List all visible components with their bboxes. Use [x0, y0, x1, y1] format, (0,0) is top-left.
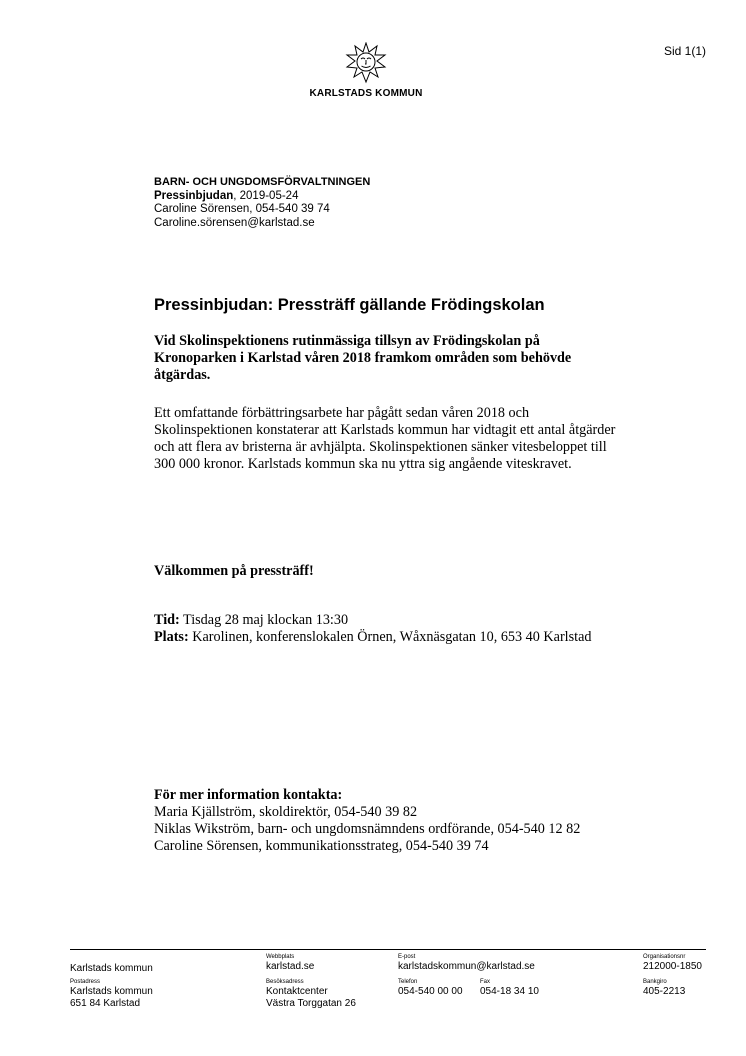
sender-block — [154, 176, 370, 230]
page-number: Sid 1(1) — [663, 44, 706, 58]
footer-phone — [398, 979, 463, 998]
logo-text: KARLSTADS KOMMUN — [309, 88, 423, 99]
sun-logo-icon — [345, 42, 387, 84]
contact-section — [154, 787, 674, 855]
footer-phone-label: Telefon — [398, 979, 418, 985]
doc-type: Pressinbjudan — [154, 189, 234, 202]
footer-bankgiro — [643, 979, 685, 998]
footer-email — [398, 954, 535, 973]
time-value: Tisdag 28 maj klockan 13:30 — [179, 612, 349, 628]
footer-fax-value: 054-18 34 10 — [480, 986, 539, 997]
footer-web-value: karlstad.se — [266, 961, 315, 972]
body-paragraph: Ett omfattande förbättringsarbete har pågått sedan våren 2018 och Skolinspektionen konstaterar att Karlstads kommun har vidtagit ett antal åtgärder och att flera av bristerna är avhjälpta. Skolinspektionen sänker vitesbeloppet till 300 000 kronor. Karlstads kommun ska nu yttra sig angående viteskravet. — [154, 405, 616, 472]
doc-date: , 2019-05-24 — [233, 189, 299, 202]
sender-email: Caroline.sörensen@karlstad.se — [154, 216, 315, 229]
headline: Pressinbjudan: Pressträff gällande Frödingskolan — [154, 296, 545, 314]
footer-fax-label: Fax — [480, 979, 491, 985]
footer-visit-line1: Kontaktcenter — [266, 986, 328, 997]
place-value: Karolinen, konferenslokalen Örnen, Wåxnäsgatan 10, 653 40 Karlstad — [188, 629, 592, 645]
contact-heading: För mer information kontakta: — [154, 787, 343, 803]
contact-person: Caroline Sörensen, kommunikationsstrateg, 054-540 39 74 — [154, 838, 489, 854]
sender-contact: Caroline Sörensen, 054-540 39 74 — [154, 203, 330, 215]
footer-bankgiro-value: 405-2213 — [643, 986, 686, 997]
footer-orgnr — [643, 954, 702, 973]
footer-email-value: karlstadskommun@karlstad.se — [398, 961, 535, 972]
municipality-logo — [300, 42, 432, 99]
footer-bankgiro-label: Bankgiro — [643, 979, 667, 985]
footer-orgnr-value: 212000-1850 — [643, 961, 702, 972]
event-details — [154, 612, 624, 646]
footer-post-label: Postadress — [70, 979, 101, 985]
place-label: Plats: — [154, 629, 189, 645]
footer-web — [266, 954, 314, 973]
footer-visit-label: Besöksadress — [266, 979, 304, 985]
footer-postal — [70, 979, 153, 1009]
footer-divider — [70, 949, 706, 950]
department-name: BARN- OCH UNGDOMSFÖRVALTNINGEN — [154, 176, 371, 188]
footer-visit — [266, 979, 356, 1009]
footer-orgnr-label: Organisationsnr — [643, 954, 686, 960]
footer-email-label: E-post — [398, 954, 416, 960]
footer-post-line2: 651 84 Karlstad — [70, 997, 141, 1009]
footer-visit-line2: Västra Torggatan 26 — [266, 997, 356, 1009]
footer-post-line1: Karlstads kommun — [70, 986, 153, 997]
contact-person: Maria Kjällström, skoldirektör, 054-540 39 82 — [154, 804, 418, 820]
footer-phone-value: 054-540 00 00 — [398, 986, 463, 997]
time-line — [154, 612, 624, 629]
doc-type-line — [154, 190, 370, 204]
contact-person: Niklas Wikström, barn- och ungdomsnämndens ordförande, 054-540 12 82 — [154, 821, 581, 837]
lead-paragraph: Vid Skolinspektionens rutinmässiga tillsyn av Frödingskolan på Kronoparken i Karlstad våren 2018 framkom områden som behövde åtgärdas. — [154, 333, 572, 383]
time-label: Tid: — [154, 612, 180, 628]
footer-web-label: Webbplats — [266, 954, 295, 960]
footer-fax — [480, 979, 539, 998]
place-line — [154, 629, 624, 646]
welcome-text: Välkommen på pressträff! — [154, 563, 314, 579]
footer-org-name: Karlstads kommun — [70, 963, 153, 974]
